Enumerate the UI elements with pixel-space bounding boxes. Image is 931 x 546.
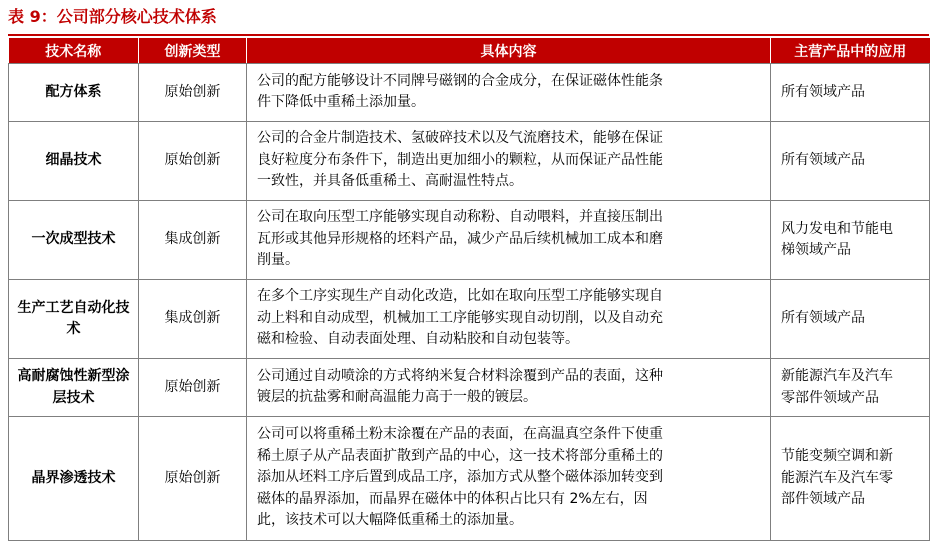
tech-name-cell: 晶界渗透技术 — [9, 417, 139, 541]
header-innovation-type: 创新类型 — [139, 38, 247, 64]
table-row — [9, 280, 930, 359]
tech-name-cell: 生产工艺自动化技术 — [9, 280, 139, 359]
application-cell: 所有领域产品 — [771, 280, 930, 359]
table-row — [9, 122, 930, 201]
core-technology-table — [8, 38, 930, 541]
table-row — [9, 417, 930, 541]
content-cell: 公司在取向压型工序能够实现自动称粉、自动喂料，并直接压制出 瓦形或其他异形规格的坯料产品，减少产品后续机械加工成本和磨 削量。 — [247, 201, 771, 280]
innovation-type-cell: 集成创新 — [139, 201, 247, 280]
table-row — [9, 359, 930, 417]
content-cell: 在多个工序实现生产自动化改造，比如在取向压型工序能够实现自 动上料和自动成型，机械加工工序能够实现自动切削，以及自动充 磁和检验、自动表面处理、自动粘胶和自动包装等。 — [247, 280, 771, 359]
content-cell: 公司通过自动喷涂的方式将纳米复合材料涂覆到产品的表面，这种 镀层的抗盐雾和耐高温能力高于一般的镀层。 — [247, 359, 771, 417]
header-tech-name: 技术名称 — [9, 38, 139, 64]
application-cell: 所有领域产品 — [771, 122, 930, 201]
content-cell: 公司可以将重稀土粉末涂覆在产品的表面，在高温真空条件下使重 稀土原子从产品表面扩散到产品的中心，这一技术将部分重稀土的 添加从坯料工序后置到成品工序，添加方式从整个磁体添加转变到 磁体的晶界添加，而晶界在磁体中的体积占比只有 2%左右，因 此，该技术可以大幅降低重稀土的添加量。 — [247, 417, 771, 541]
innovation-type-cell: 集成创新 — [139, 280, 247, 359]
table-title: 表 9：公司部分核心技术体系 — [8, 7, 217, 26]
tech-name-cell: 细晶技术 — [9, 122, 139, 201]
header-application: 主营产品中的应用 — [771, 38, 930, 64]
tech-name-cell: 配方体系 — [9, 64, 139, 122]
innovation-type-cell: 原始创新 — [139, 359, 247, 417]
header-row — [9, 38, 930, 64]
application-cell: 所有领域产品 — [771, 64, 930, 122]
innovation-type-cell: 原始创新 — [139, 417, 247, 541]
content-cell: 公司的合金片制造技术、氢破碎技术以及气流磨技术，能够在保证 良好粒度分布条件下，制造出更加细小的颗粒，从而保证产品性能 一致性，并具备低重稀土、高耐温性特点。 — [247, 122, 771, 201]
title-divider — [8, 34, 929, 36]
tech-name-cell: 高耐腐蚀性新型涂层技术 — [9, 359, 139, 417]
table-row — [9, 64, 930, 122]
content-cell: 公司的配方能够设计不同牌号磁钢的合金成分，在保证磁体性能条 件下降低中重稀土添加量。 — [247, 64, 771, 122]
tech-name-cell: 一次成型技术 — [9, 201, 139, 280]
application-cell: 新能源汽车及汽车 零部件领域产品 — [771, 359, 930, 417]
application-cell: 节能变频空调和新 能源汽车及汽车零 部件领域产品 — [771, 417, 930, 541]
header-content: 具体内容 — [247, 38, 771, 64]
table-row — [9, 201, 930, 280]
application-cell: 风力发电和节能电 梯领域产品 — [771, 201, 930, 280]
innovation-type-cell: 原始创新 — [139, 64, 247, 122]
innovation-type-cell: 原始创新 — [139, 122, 247, 201]
